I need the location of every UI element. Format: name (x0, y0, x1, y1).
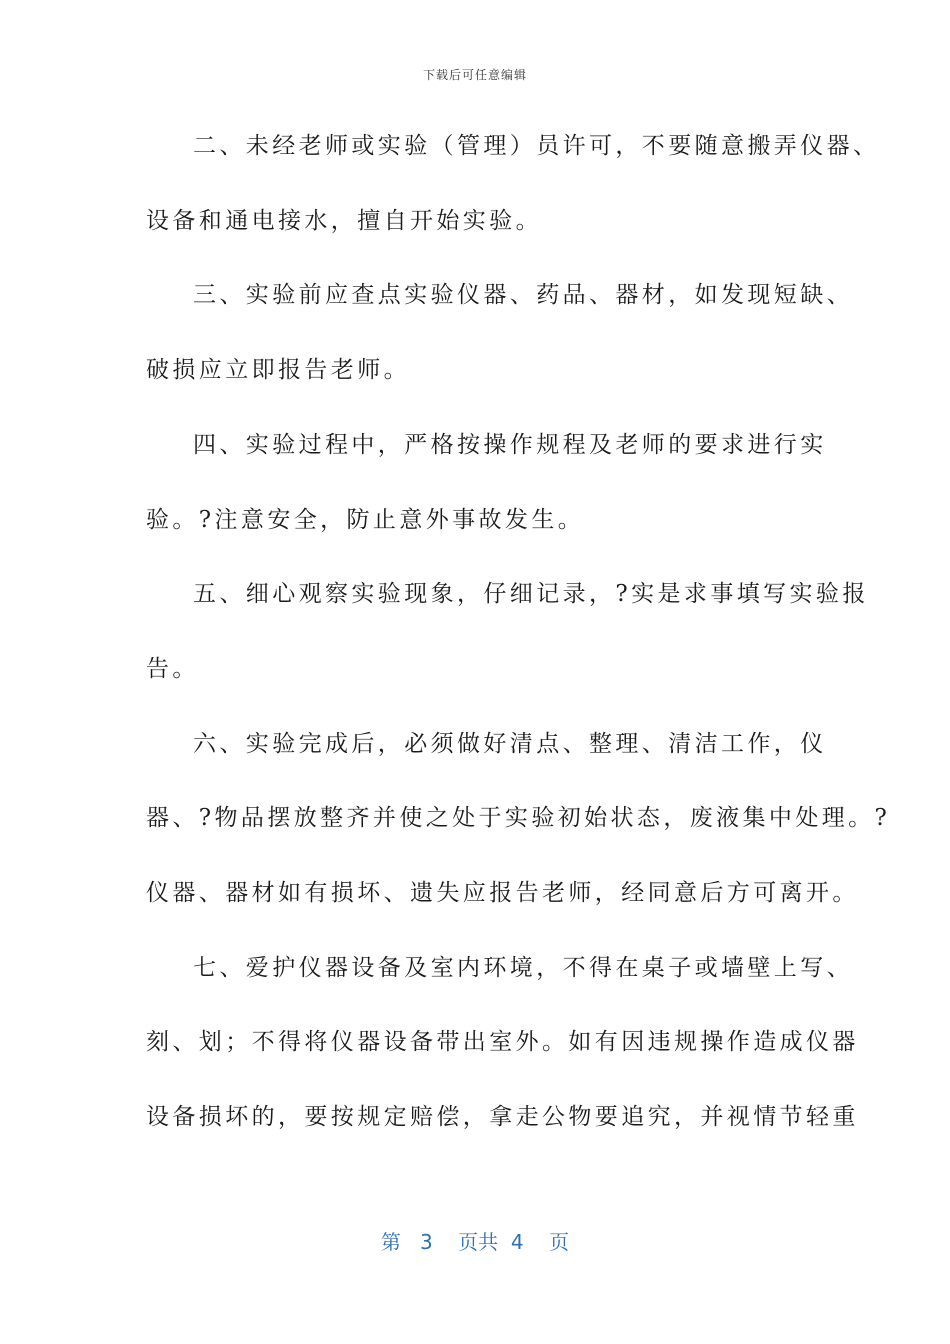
page-header: 下载后可任意编辑 (422, 68, 527, 82)
paragraph-line: 验。?注意安全，防止意外事故发生。 (146, 507, 585, 533)
total-pages-number: 4 (510, 1230, 524, 1254)
paragraph-line: 器、?物品摆放整齐并使之处于实验初始状态，废液集中处理。? (146, 805, 891, 831)
paragraph-line: 三、实验前应查点实验仪器、药品、器材，如发现短缺、 (193, 282, 853, 308)
current-page-number: 3 (420, 1230, 433, 1254)
paragraph-line: 六、实验完成后，必须做好清点、整理、清洁工作，仪 (193, 731, 827, 757)
page-footer-middle: 页共 (458, 1230, 499, 1254)
paragraph-line: 设备损坏的，要按规定赔偿，拿走公物要追究，并视情节轻重 (146, 1104, 859, 1130)
paragraph-line: 刻、划；不得将仪器设备带出室外。如有因违规操作造成仪器 (146, 1029, 859, 1055)
paragraph-line: 四、实验过程中，严格按操作规程及老师的要求进行实 (193, 432, 827, 458)
paragraph-line: 仪器、器材如有损坏、遗失应报告老师，经同意后方可离开。 (146, 880, 859, 906)
page-number-footer (0, 1226, 950, 1255)
paragraph-line: 五、细心观察实验现象，仔细记录，?实是求事填写实验报 (193, 581, 869, 607)
paragraph-line: 二、未经老师或实验（管理）员许可，不要随意搬弄仪器、 (193, 133, 880, 159)
paragraph-line: 破损应立即报告老师。 (146, 357, 410, 383)
page-footer-suffix: 页 (549, 1230, 570, 1254)
paragraph-line: 设备和通电接水，擅自开始实验。 (146, 208, 542, 234)
paragraph-line: 七、爱护仪器设备及室内环境，不得在桌子或墙壁上写、 (193, 955, 853, 981)
page-footer-prefix: 第 (380, 1230, 401, 1254)
paragraph-line: 告。 (146, 656, 199, 682)
